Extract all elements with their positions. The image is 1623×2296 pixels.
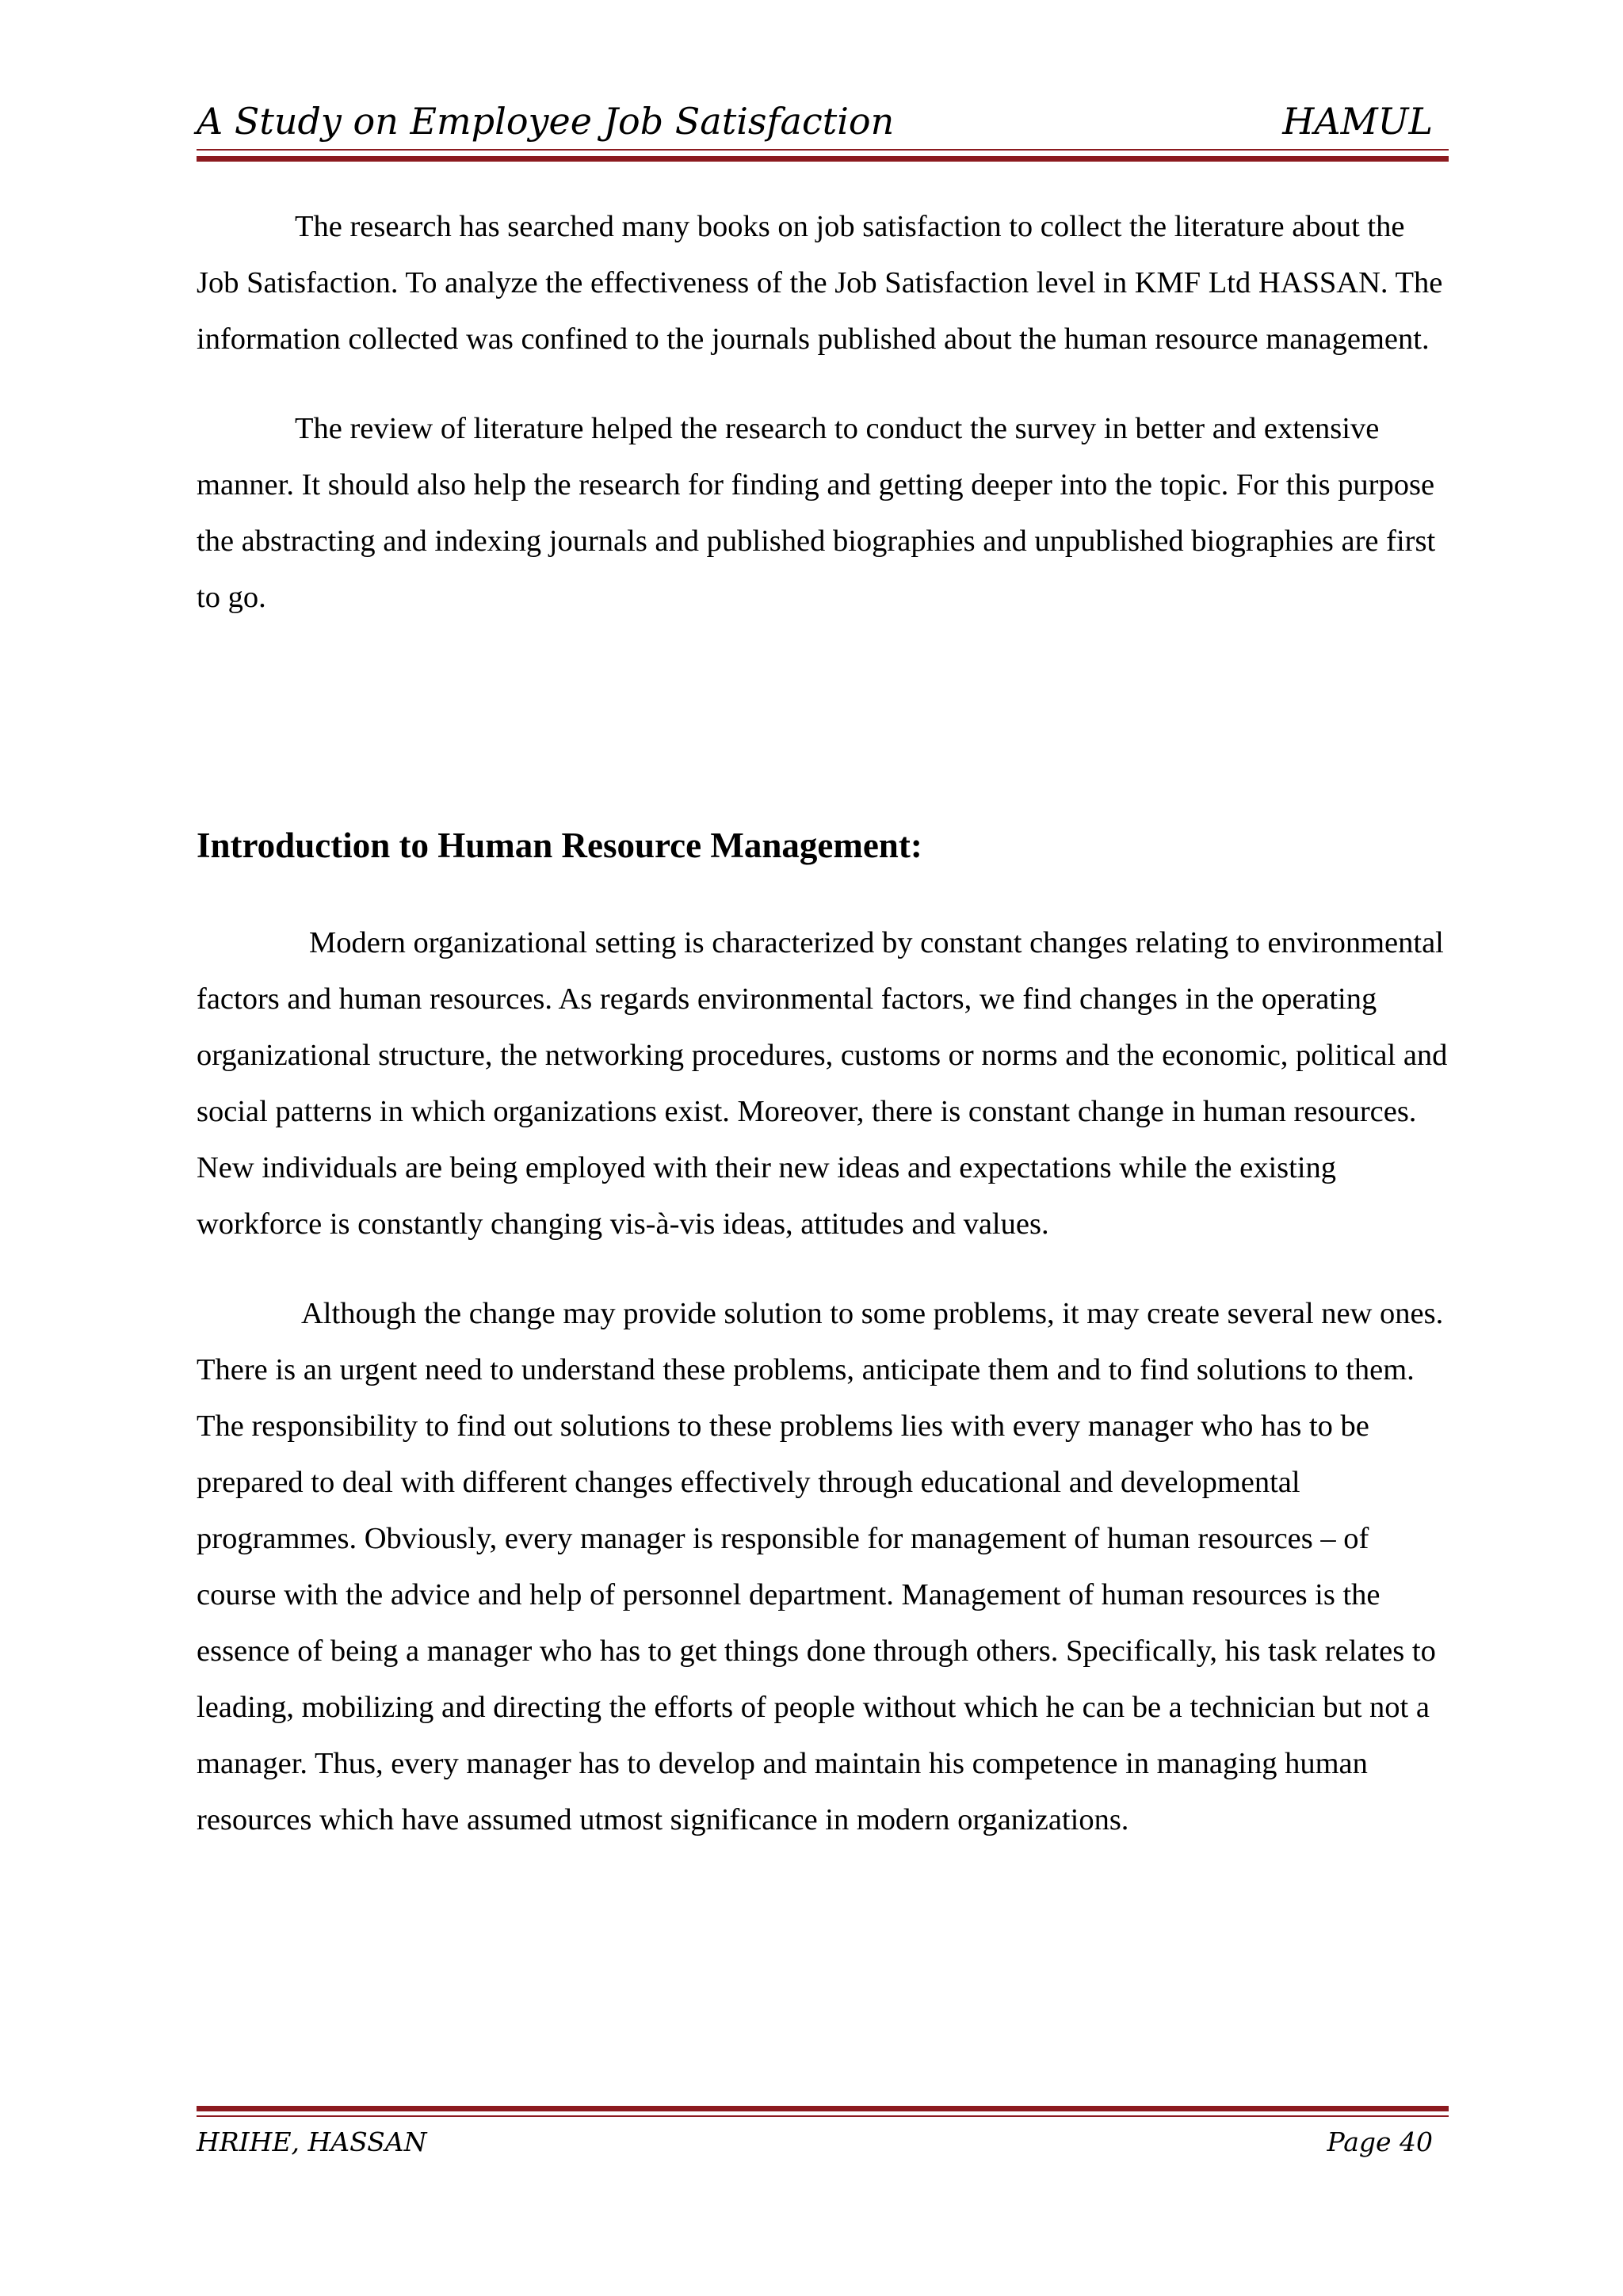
paragraph-modern-organizations: Modern organizational setting is characterized by constant changes relating to environmental factors and human resources. As regards environmental factors, we find changes in the operating organizational structure, the networking procedures, customs or norms and the economic, political and social patterns in which organizations exist. Moreover, there is constant change in human resources. New individuals are being employed with their new ideas and expectations while the existing workforce is constantly changing vis-à-vis ideas, attitudes and values.: [197, 926, 1448, 1241]
footer-rule-thin: [197, 2115, 1449, 2117]
page-footer: [197, 2120, 1433, 2164]
header-author: HAMUL: [1282, 100, 1433, 143]
section-text-block: [197, 915, 1449, 1848]
page-header: [197, 93, 1433, 149]
paragraph-literature-review: The review of literature helped the research to conduct the survey in better and extensive manner. It should also help the research for finding and getting deeper into the topic. For this purpose the abstracting and indexing journals and published biographies and unpublished biographies are first to go.: [197, 412, 1436, 614]
footer-rule-thick: [197, 2106, 1449, 2111]
header-rule-thick: [197, 156, 1449, 162]
header-title: A Study on Employee Job Satisfaction: [197, 100, 895, 143]
footer-institution: HRIHE, HASSAN: [197, 2126, 427, 2157]
page-number: Page 40: [1327, 2126, 1433, 2157]
section-heading: Introduction to Human Resource Management:: [197, 826, 922, 865]
paragraph-literature-search: The research has searched many books on job satisfaction to collect the literature about the Job Satisfaction. To analyze the effectiveness of the Job Satisfaction level in KMF Ltd HASSAN. The information collected was confined to the journals published about the human resource management.: [197, 210, 1443, 356]
intro-text-block: [197, 199, 1449, 626]
header-rule-thin: [197, 149, 1449, 151]
paragraph-change-responsibility: Although the change may provide solution to some problems, it may create several new ones. There is an urgent need to understand these problems, anticipate them and to find solutions to them. The responsibility to find out solutions to these problems lies with every manager who has to be prepared to deal with different changes effectively through educational and developmental programmes. Obviously, every manager is responsible for management of human resources – of course with the advice and help of personnel department. Management of human resources is the essence of being a manager who has to get things done through others. Specifically, his task relates to leading, mobilizing and directing the efforts of people without which he can be a technician but not a manager. Thus, every manager has to develop and maintain his competence in managing human resources which have assumed utmost significance in modern organizations.: [197, 1297, 1444, 1836]
